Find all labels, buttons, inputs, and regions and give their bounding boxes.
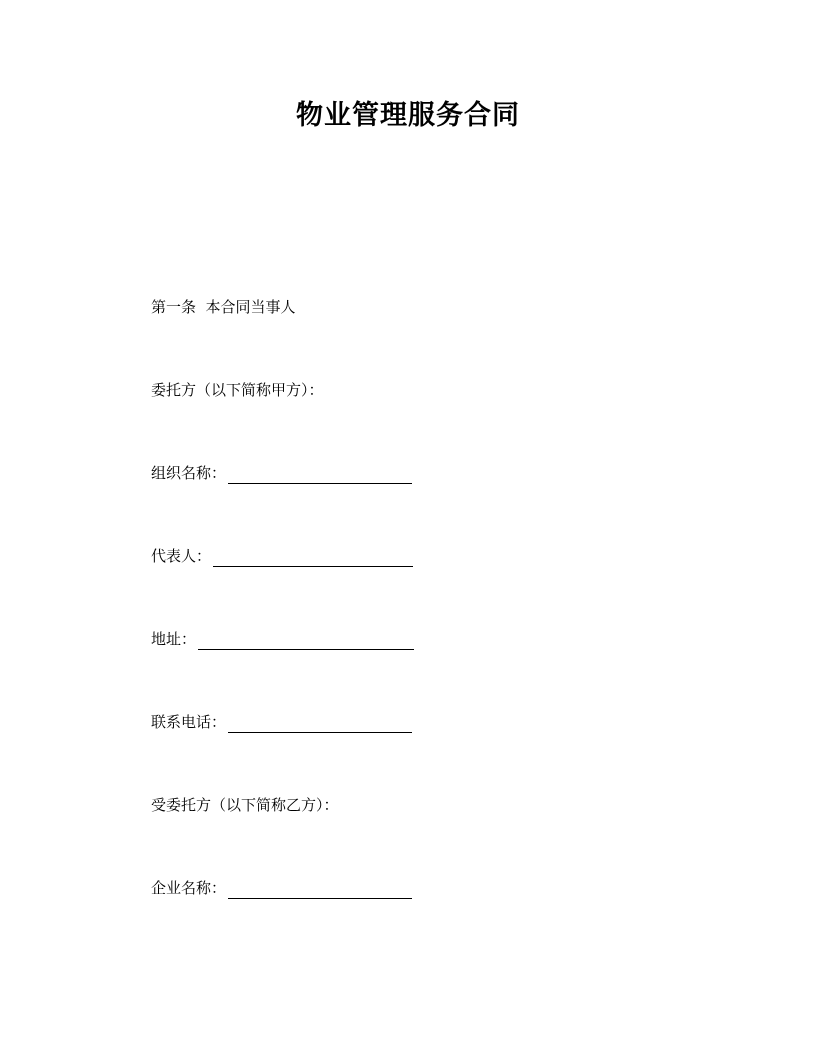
article-heading-text: 第一条 本合同当事人 bbox=[151, 298, 296, 316]
party-b-heading bbox=[151, 794, 339, 816]
address-blank[interactable] bbox=[198, 632, 414, 650]
party-a-heading-text: 委托方（以下简称甲方）： bbox=[151, 381, 324, 399]
phone-row bbox=[151, 711, 412, 733]
representative-row bbox=[151, 545, 413, 567]
party-b-heading-text: 受委托方（以下简称乙方）： bbox=[151, 796, 339, 814]
representative-blank[interactable] bbox=[213, 549, 413, 567]
document-title: 物业管理服务合同 bbox=[296, 100, 520, 131]
representative-label: 代表人： bbox=[151, 547, 212, 565]
article-heading bbox=[151, 296, 296, 318]
phone-label: 联系电话： bbox=[151, 713, 227, 731]
phone-blank[interactable] bbox=[228, 715, 412, 733]
org-name-row bbox=[151, 462, 412, 484]
org-name-blank[interactable] bbox=[228, 466, 412, 484]
address-row bbox=[151, 628, 414, 650]
address-label: 地址： bbox=[151, 630, 197, 648]
company-name-blank[interactable] bbox=[228, 881, 412, 899]
company-name-row bbox=[151, 877, 412, 899]
company-name-label: 企业名称： bbox=[151, 879, 227, 897]
org-name-label: 组织名称： bbox=[151, 464, 227, 482]
party-a-heading bbox=[151, 379, 324, 401]
